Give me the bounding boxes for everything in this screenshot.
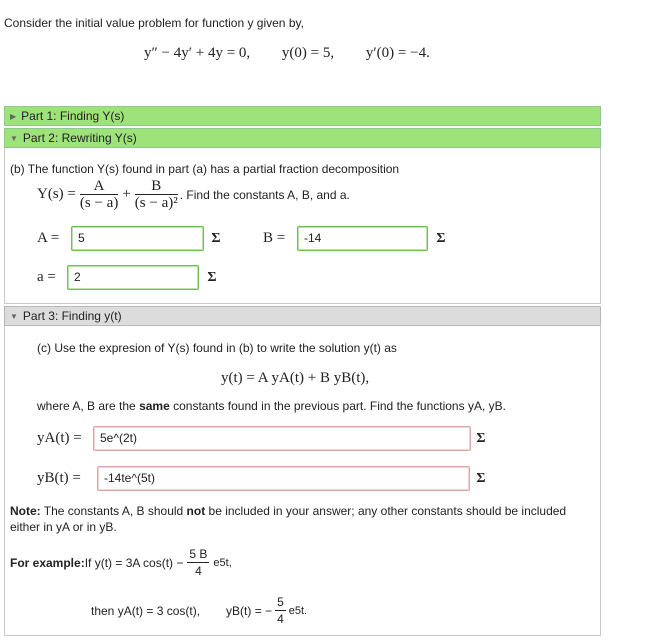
- input-a-value: 2: [74, 270, 81, 284]
- part-3-title: Part 3: Finding y(t): [22, 309, 122, 323]
- label-a: a =: [37, 269, 56, 285]
- part-2-title: Part 2: Rewriting Y(s): [22, 131, 137, 145]
- ys-lhs: Y(s) =: [37, 186, 76, 202]
- input-B-value: -14: [304, 231, 322, 245]
- ode: y″ − 4y′ + 4y = 0,: [144, 45, 251, 61]
- fraction-a-numerator: A: [80, 178, 118, 195]
- initial-condition-2: y′(0) = −4.: [365, 45, 430, 61]
- part-2-header[interactable]: [4, 128, 601, 148]
- part-3-question: (c) Use the expresion of Y(s) found in (b) to write the solution y(t) as: [37, 341, 397, 355]
- note-not: not: [186, 504, 206, 518]
- fraction-a: [80, 178, 118, 211]
- part-3-header[interactable]: [4, 306, 601, 326]
- initial-condition-1: y(0) = 5,: [281, 45, 335, 61]
- label-yA: yA(t) =: [37, 430, 82, 446]
- plus-sign: +: [122, 186, 131, 202]
- input-yB[interactable]: [97, 466, 470, 491]
- where-bold: same: [139, 399, 170, 413]
- note-label: Note:: [10, 504, 41, 518]
- solution-formula: y(t) = A yA(t) + B yB(t),: [221, 370, 370, 386]
- chevron-down-icon: ▼: [10, 311, 18, 321]
- example-frac-num: 5 B: [189, 547, 208, 561]
- part-1-header[interactable]: [4, 106, 601, 126]
- then-fraction: [275, 594, 286, 627]
- then-ya: then yA(t) = 3 cos(t),: [91, 603, 201, 618]
- part-3-panel: [4, 326, 601, 636]
- partial-fraction-formula: [37, 178, 350, 211]
- sigma-icon[interactable]: Σ: [207, 269, 217, 285]
- input-yA-value: 5e^(2t): [100, 431, 137, 445]
- sigma-icon[interactable]: Σ: [476, 430, 486, 446]
- where-text: [37, 399, 506, 413]
- where-post: constants found in the previous part. Find the functions yA, yB.: [169, 399, 506, 413]
- fraction-b-denominator: (s − a)²: [134, 195, 178, 211]
- example-fraction: [187, 546, 209, 579]
- note-post: be included in your answer; any other constants should be included either in yA or in yB.: [10, 504, 567, 534]
- input-yA[interactable]: [93, 426, 471, 451]
- then-line: [91, 594, 307, 627]
- fraction-b: [135, 178, 178, 211]
- then-exponential: e5t.: [288, 604, 308, 617]
- fraction-a-denominator: (s − a): [79, 195, 119, 211]
- input-a[interactable]: [67, 265, 199, 290]
- input-B[interactable]: [297, 226, 428, 251]
- input-A-value: 5: [78, 231, 85, 245]
- example-exponential: e5t,: [213, 556, 232, 569]
- intro-text: Consider the initial value problem for function y given by,: [4, 16, 304, 30]
- input-yB-value: -14te^(5t): [104, 471, 155, 485]
- note-text: [10, 503, 595, 535]
- find-constants-text: . Find the constants A, B, and a.: [179, 187, 350, 202]
- example-label: For example:: [10, 555, 85, 570]
- ivp-equation: [144, 45, 430, 62]
- example-frac-den: 4: [195, 564, 202, 578]
- then-frac-den: 4: [277, 612, 284, 626]
- example-if: If y(t) = 3A cos(t) −: [84, 555, 184, 570]
- label-B: B =: [263, 230, 286, 246]
- label-A: A =: [37, 230, 60, 246]
- part-2-question: (b) The function Y(s) found in part (a) has a partial fraction decomposition: [10, 162, 400, 176]
- chevron-down-icon: ▼: [10, 133, 18, 143]
- chevron-right-icon: ▶: [10, 111, 17, 121]
- then-frac-num: 5: [277, 595, 284, 609]
- sigma-icon[interactable]: Σ: [476, 470, 486, 486]
- input-A[interactable]: [71, 226, 204, 251]
- where-pre: where A, B are the: [37, 399, 140, 413]
- part-1-title: Part 1: Finding Y(s): [21, 109, 125, 123]
- note-pre: The constants A, B should: [40, 504, 187, 518]
- label-yB: yB(t) =: [37, 470, 81, 486]
- fraction-b-numerator: B: [135, 178, 178, 195]
- then-yb: yB(t) = −: [226, 603, 273, 618]
- example-line: [10, 546, 232, 579]
- sigma-icon[interactable]: Σ: [211, 230, 221, 246]
- sigma-icon[interactable]: Σ: [436, 230, 446, 246]
- part-2-panel: [4, 148, 601, 304]
